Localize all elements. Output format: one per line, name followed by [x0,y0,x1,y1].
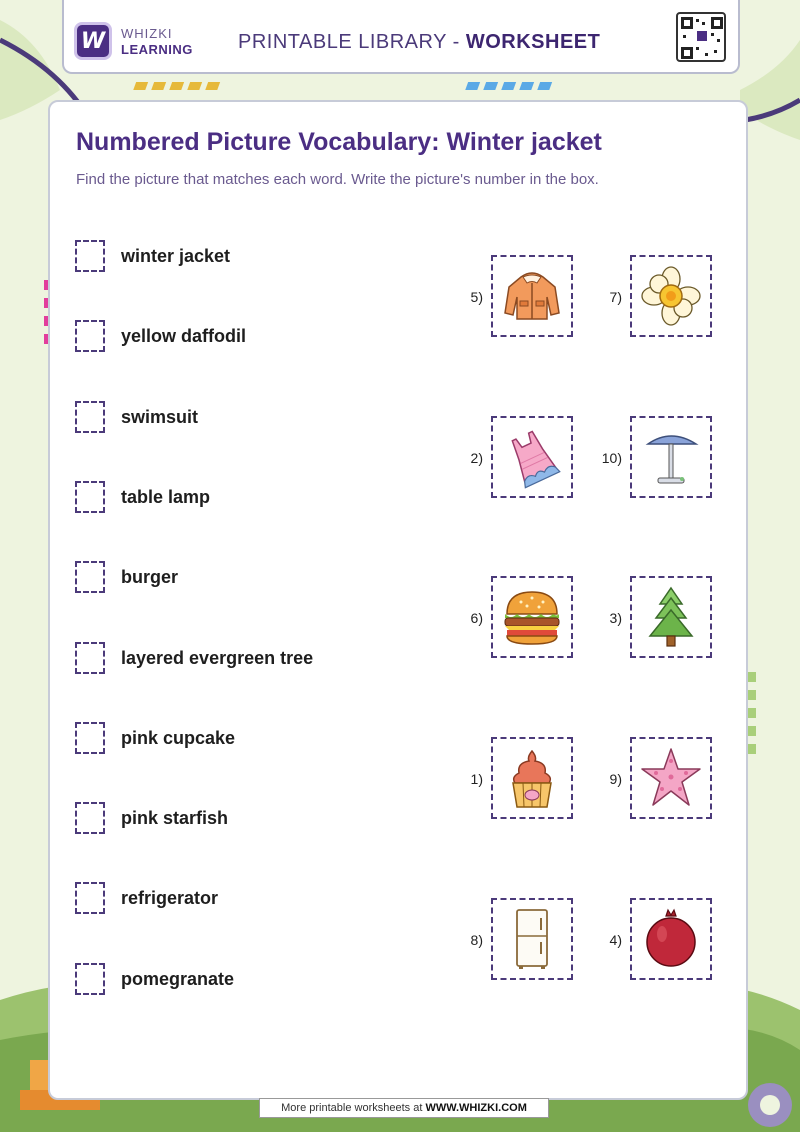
qr-code-icon[interactable] [676,12,726,62]
logo-wordmark [121,26,193,58]
word-label: refrigerator [121,888,219,908]
footer [259,1098,549,1118]
picture-item [609,255,720,345]
picture-number: 9) [609,771,622,787]
starfish-icon [638,745,704,811]
word-label: table lamp [121,487,211,507]
picture-item [470,898,581,988]
logo-line-2: LEARNING [121,42,193,57]
refrigerator-icon [499,906,565,972]
picture-number: 6) [470,610,483,626]
daffodil-icon [638,263,704,329]
pomegranate-icon [638,906,704,972]
answer-box[interactable] [75,722,105,754]
picture-frame [630,576,712,658]
answer-box[interactable] [75,401,105,433]
evergreen-tree-icon [638,584,704,650]
word-label: swimsuit [121,407,199,427]
picture-frame [630,255,712,337]
table-lamp-icon [638,424,704,490]
picture-frame [491,898,573,980]
picture-number: 10) [601,450,622,466]
footer-text: More printable worksheets at [281,1102,426,1114]
answer-box[interactable] [75,240,105,272]
header-title [238,31,600,54]
swimsuit-icon [499,424,565,490]
header-title-bold: WORKSHEET [465,31,601,53]
burger-icon [499,584,565,650]
picture-number: 4) [609,932,622,948]
answer-box[interactable] [75,963,105,995]
picture-number: 2) [470,450,483,466]
picture-item [470,416,581,506]
picture-frame [491,737,573,819]
answer-box[interactable] [75,481,105,513]
word-label: pink starfish [121,808,229,828]
picture-number: 1) [470,771,483,787]
picture-number: 7) [609,289,622,305]
winter-jacket-icon [499,263,565,329]
logo-line-1: WHIZKI [121,26,173,41]
picture-item [609,576,720,666]
picture-item [470,737,581,827]
word-label: yellow daffodil [121,326,247,346]
picture-item [609,737,720,827]
word-label: winter jacket [121,246,231,266]
word-label: pomegranate [121,969,235,989]
footer-site-link[interactable]: WWW.WHIZKI.COM [425,1102,527,1114]
answer-box[interactable] [75,320,105,352]
answer-box[interactable] [75,882,105,914]
header-title-prefix: PRINTABLE LIBRARY - [238,31,466,53]
picture-frame [630,898,712,980]
whizki-logo[interactable]: W [74,22,112,60]
answer-box[interactable] [75,561,105,593]
picture-item [470,255,581,345]
word-label: burger [121,567,179,587]
picture-number: 8) [470,932,483,948]
answer-box[interactable] [75,642,105,674]
picture-item [601,416,720,506]
picture-frame [630,737,712,819]
picture-item [470,576,581,666]
picture-frame [491,416,573,498]
picture-frame [630,416,712,498]
word-label: pink cupcake [121,728,236,748]
picture-number: 5) [470,289,483,305]
worksheet-title: Numbered Picture Vocabulary: Winter jacket [76,128,602,156]
picture-item [609,898,720,988]
cupcake-icon [499,745,565,811]
picture-frame [491,576,573,658]
picture-frame [491,255,573,337]
word-label: layered evergreen tree [121,648,314,668]
picture-number: 3) [609,610,622,626]
answer-box[interactable] [75,802,105,834]
worksheet-instruction: Find the picture that matches each word. Write the picture's number in the box. [76,171,599,188]
